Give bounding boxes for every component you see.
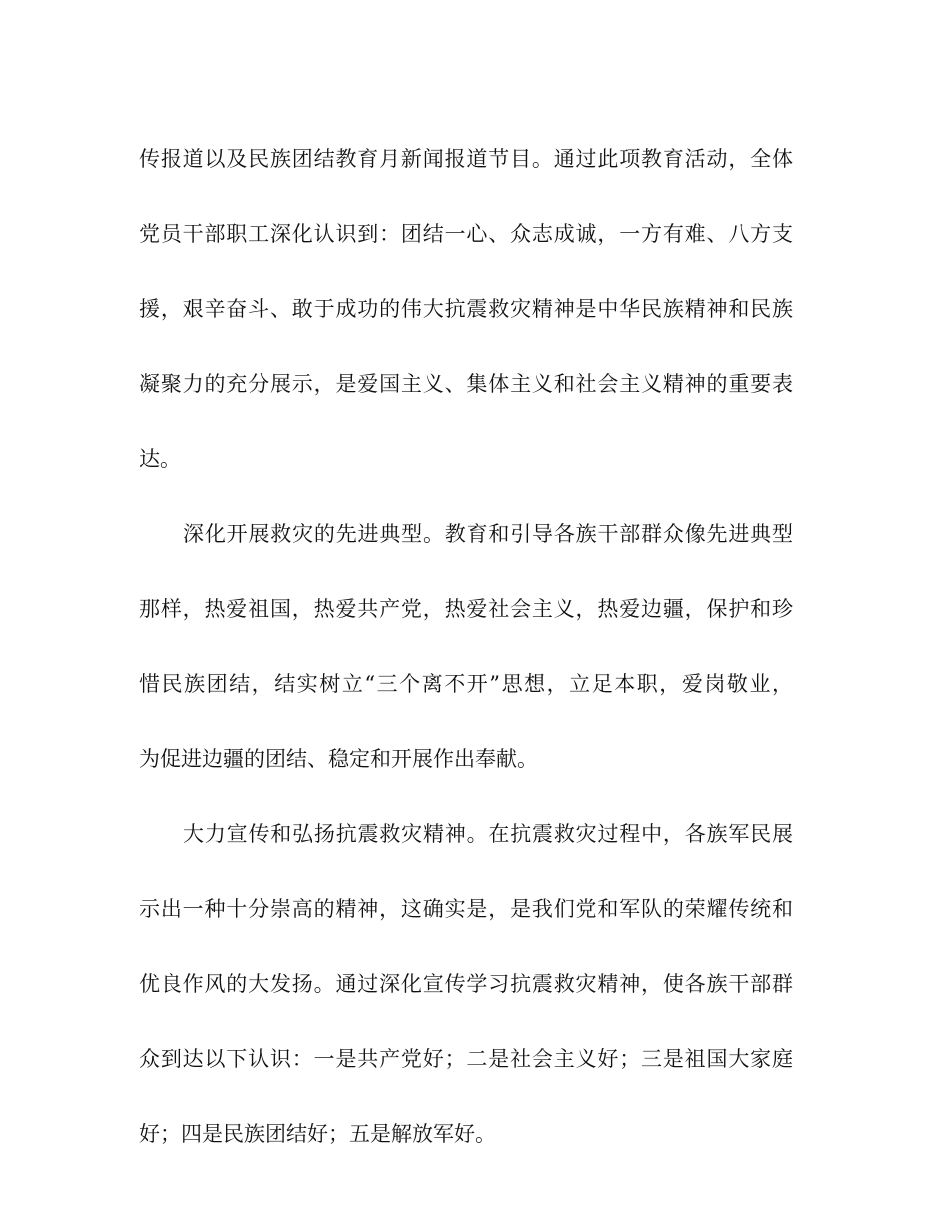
document-body (139, 122, 793, 1172)
text-line: 好；四是民族团结好；五是解放军好。 (139, 1122, 496, 1146)
text-line: 传报道以及民族团结教育月新闻报道节目。通过此项教育活动，全体 (139, 147, 793, 171)
text-line: 惜民族团结，结实树立“三个离不开”思想，立足本职，爱岗敬业， (139, 672, 793, 696)
text-line: 深化开展救灾的先进典型。教育和引导各族干部群众像先进典型 (183, 522, 793, 546)
paragraph (139, 797, 793, 1172)
text-line: 示出一种十分崇高的精神，这确实是，是我们党和军队的荣耀传统和 (139, 897, 793, 921)
text-line: 党员干部职工深化认识到：团结一心、众志成诚，一方有难、八方支 (139, 222, 793, 246)
paragraph (139, 122, 793, 497)
text-line: 凝聚力的充分展示，是爱国主义、集体主义和社会主义精神的重要表 (139, 372, 793, 396)
paragraph (139, 497, 793, 797)
text-line: 众到达以下认识：一是共产党好；二是社会主义好；三是祖国大家庭 (139, 1047, 793, 1071)
text-line: 大力宣传和弘扬抗震救灾精神。在抗震救灾过程中，各族军民展 (183, 822, 793, 846)
text-line: 达。 (139, 447, 181, 471)
text-line: 优良作风的大发扬。通过深化宣传学习抗震救灾精神，使各族干部群 (139, 972, 793, 996)
text-line: 那样，热爱祖国，热爱共产党，热爱社会主义，热爱边疆，保护和珍 (139, 597, 793, 621)
text-line: 为促进边疆的团结、稳定和开展作出奉献。 (139, 747, 538, 771)
text-line: 援，艰辛奋斗、敢于成功的伟大抗震救灾精神是中华民族精神和民族 (139, 297, 793, 321)
